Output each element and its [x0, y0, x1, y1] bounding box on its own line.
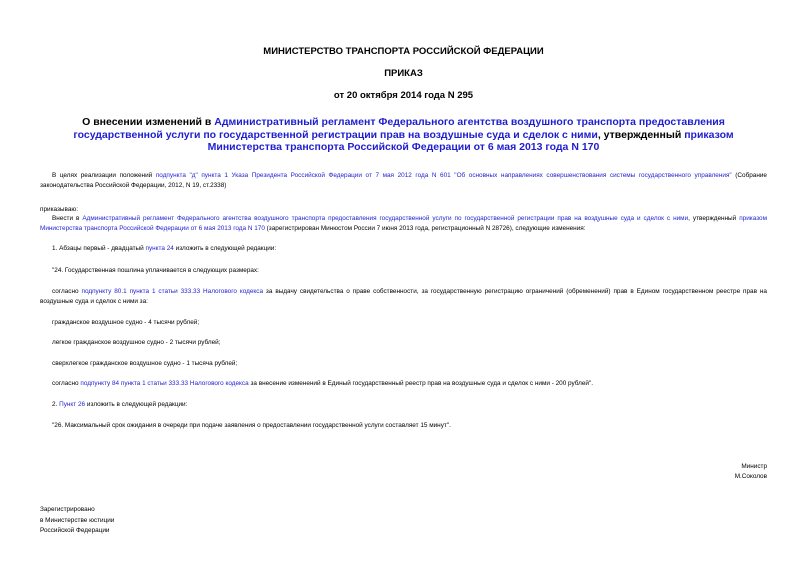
- link-order-170[interactable]: приказом Министерства транспорта Российской Федерации от 6 мая 2013 года N 170: [40, 215, 767, 232]
- link-tax-84[interactable]: подпункту 84 пункта 1 статьи 333.33 Налогового кодекса: [80, 380, 249, 387]
- fee-84-text-a: согласно: [52, 380, 81, 387]
- paragraph-fee-80-1: [40, 287, 767, 306]
- preamble-text: В целях реализации положений: [52, 172, 156, 179]
- paragraph-order-word: приказываю:: [40, 206, 78, 213]
- item-2-text-b: изложить в следующей редакции:: [85, 401, 188, 408]
- date-number-heading: от 20 октября 2014 года N 295: [333, 90, 474, 101]
- item-1-text-a: 1. Абзацы первый - двадцатый: [52, 245, 146, 252]
- paragraph-item-2: [40, 400, 767, 410]
- paragraph-preamble: [40, 171, 767, 190]
- fee-84-text-b: за внесение изменений в Единый государственный реестр прав на воздушные суда и сделок с ними - 200 рублей".: [248, 380, 594, 387]
- registration-line-1: Зарегистрировано: [40, 506, 95, 513]
- signature-name: М.Соколов: [734, 473, 767, 480]
- paragraph-fee-84: [40, 379, 767, 389]
- link-regulation[interactable]: Административный регламент Федерального агентства воздушного транспорта предоставления государственной услуги по государственной регистрации прав на воздушные суда и сделок с ними: [82, 215, 689, 222]
- link-decree[interactable]: подпункта "д" пункта 1 Указа Президента Российской Федерации от 7 мая 2012 года N 601 "Об основных направлениях совершенствования системы государственного управления": [155, 172, 732, 179]
- title-link-order[interactable]: приказом Министерства транспорта Российской Федерации от 6 мая 2013 года N 170: [207, 128, 734, 153]
- amend-text-c: (зарегистрирован Минюстом России 7 июня 2013 года, регистрационный N 28726), следующие изменения:: [264, 224, 586, 232]
- registration-line-3: Российской Федерации: [40, 527, 110, 534]
- paragraph-fee-civil: гражданское воздушное судно - 4 тысячи рублей;: [52, 319, 200, 326]
- paragraph-amend: [40, 214, 767, 233]
- signature-position: Министр: [741, 463, 767, 470]
- title-middle: , утвержденный: [597, 128, 685, 141]
- item-2-text-a: 2.: [52, 401, 60, 408]
- amend-text-a: Внести в: [52, 215, 83, 222]
- paragraph-item-1: [40, 244, 767, 254]
- signature-block: [735, 462, 767, 482]
- preamble-source: (Собрание законодательства Российской Федерации, 2012, N 19, ст.2338): [40, 172, 767, 189]
- paragraph-fee-light: легкое гражданское воздушное судно - 2 тысячи рублей;: [52, 339, 221, 346]
- link-item-26[interactable]: Пункт 26: [59, 401, 86, 408]
- amend-text-b: , утвержденный: [688, 215, 740, 222]
- fee-80-1-text-a: согласно: [52, 288, 82, 295]
- registration-line-2: в Министерстве юстиции: [40, 516, 115, 524]
- item-1-text-b: изложить в следующей редакции:: [173, 245, 277, 252]
- link-tax-80-1[interactable]: подпункту 80.1 пункта 1 статьи 333.33 Налогового кодекса: [81, 288, 264, 295]
- title-link-regulation[interactable]: Административный регламент Федерального агентства воздушного транспорта предоставления государственной услуги по государственной регистрации прав на воздушные суда и сделок с ними: [73, 116, 725, 141]
- fee-80-1-text-b: за выдачу свидетельства о праве собственности, за государственную регистрацию ограничений (обременений) прав в Едином государственном реестре прав на воздушные суда и сделок с ними за:: [40, 288, 767, 305]
- registration-block: [40, 505, 114, 537]
- paragraph-fee-intro: "24. Государственная пошлина уплачивается в следующих размерах:: [52, 267, 259, 274]
- ministry-heading: МИНИСТЕРСТВО ТРАНСПОРТА РОССИЙСКОЙ ФЕДЕРАЦИИ: [263, 46, 544, 57]
- title-prefix: О внесении изменений в: [82, 116, 215, 128]
- paragraph-fee-ultralight: сверхлегкое гражданское воздушное судно - 1 тысяча рублей;: [52, 360, 238, 367]
- doc-type-heading: ПРИКАЗ: [384, 68, 423, 79]
- link-item-24[interactable]: пункта 24: [145, 245, 174, 252]
- document-title: [40, 116, 767, 154]
- paragraph-item-26-text: "26. Максимальный срок ожидания в очереди при подаче заявления о предоставлении государственной услуги составляет 15 минут".: [52, 422, 451, 429]
